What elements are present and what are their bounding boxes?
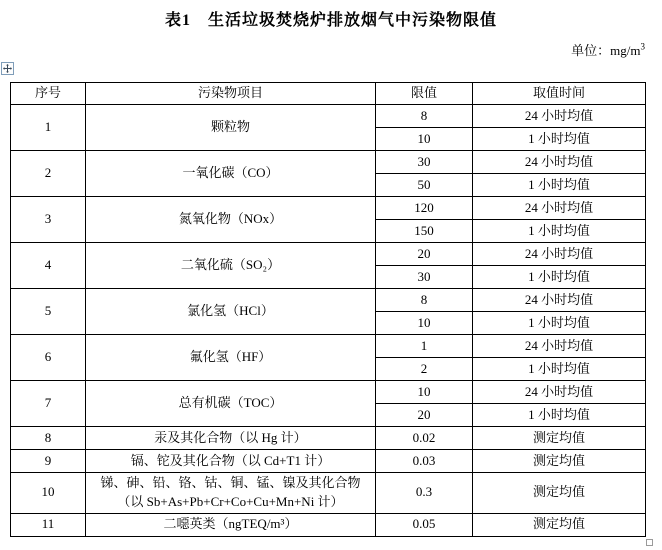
col-header-limit: 限值 (376, 83, 473, 105)
cell-time: 1 小时均值 (473, 312, 646, 335)
cell-pollutant: 镉、铊及其化合物（以 Cd+T1 计） (86, 450, 376, 473)
cell-time: 测定均值 (473, 450, 646, 473)
pollutant-limits-table (10, 82, 646, 537)
cell-limit: 8 (376, 289, 473, 312)
cell-no: 10 (11, 473, 86, 514)
cell-limit: 10 (376, 128, 473, 151)
cell-pollutant: 氯化氢（HCl） (86, 289, 376, 335)
cell-limit: 150 (376, 220, 473, 243)
col-header-time: 取值时间 (473, 83, 646, 105)
cell-limit: 30 (376, 151, 473, 174)
table-row (11, 427, 646, 450)
cell-limit: 120 (376, 197, 473, 220)
four-direction-arrows-icon (3, 64, 12, 73)
cell-time: 24 小时均值 (473, 335, 646, 358)
cell-time: 24 小时均值 (473, 243, 646, 266)
col-header-no: 序号 (11, 83, 86, 105)
cell-time: 1 小时均值 (473, 358, 646, 381)
table-row (11, 243, 646, 266)
unit-label (0, 40, 645, 59)
cell-pollutant: 颗粒物 (86, 105, 376, 151)
cell-time: 1 小时均值 (473, 266, 646, 289)
col-header-pollutant: 污染物项目 (86, 83, 376, 105)
cell-no: 9 (11, 450, 86, 473)
cell-no: 5 (11, 289, 86, 335)
cell-pollutant: 一氧化碳（CO） (86, 151, 376, 197)
cell-no: 4 (11, 243, 86, 289)
unit-label-text: 单位：mg/m (571, 43, 641, 58)
cell-time: 24 小时均值 (473, 197, 646, 220)
cell-limit: 1 (376, 335, 473, 358)
table-row (11, 473, 646, 514)
cell-limit: 0.03 (376, 450, 473, 473)
cell-time: 1 小时均值 (473, 220, 646, 243)
cell-no: 11 (11, 513, 86, 536)
cell-pollutant: 氟化氢（HF） (86, 335, 376, 381)
table-row (11, 450, 646, 473)
cell-no: 2 (11, 151, 86, 197)
cell-no: 7 (11, 381, 86, 427)
table-header-row (11, 83, 646, 105)
table-row (11, 513, 646, 536)
table-row (11, 105, 646, 128)
cell-time: 测定均值 (473, 427, 646, 450)
cell-pollutant: 总有机碳（TOC） (86, 381, 376, 427)
cell-limit: 10 (376, 381, 473, 404)
cell-limit: 50 (376, 174, 473, 197)
cell-limit: 30 (376, 266, 473, 289)
table-move-handle-icon[interactable] (1, 62, 14, 75)
cell-time: 24 小时均值 (473, 105, 646, 128)
cell-pollutant: 二噁英类（ngTEQ/m³） (86, 513, 376, 536)
cell-pollutant: 锑、砷、铅、铬、钴、铜、锰、镍及其化合物（以 Sb+As+Pb+Cr+Co+Cu+Mn+Ni 计） (86, 473, 376, 514)
table-row (11, 289, 646, 312)
cell-time: 24 小时均值 (473, 289, 646, 312)
cell-limit: 10 (376, 312, 473, 335)
cell-limit: 2 (376, 358, 473, 381)
cell-time: 24 小时均值 (473, 151, 646, 174)
cell-limit: 0.02 (376, 427, 473, 450)
page-title: 表1 生活垃圾焚烧炉排放烟气中污染物限值 (164, 12, 497, 29)
cell-no: 1 (11, 105, 86, 151)
table-resize-handle[interactable] (646, 539, 653, 546)
cell-time: 1 小时均值 (473, 404, 646, 427)
cell-no: 6 (11, 335, 86, 381)
cell-pollutant: 汞及其化合物（以 Hg 计） (86, 427, 376, 450)
cell-no: 3 (11, 197, 86, 243)
cell-time: 1 小时均值 (473, 128, 646, 151)
cell-time: 24 小时均值 (473, 381, 646, 404)
table-row (11, 335, 646, 358)
cell-limit: 20 (376, 404, 473, 427)
cell-no: 8 (11, 427, 86, 450)
cell-time: 测定均值 (473, 473, 646, 514)
cell-time: 1 小时均值 (473, 174, 646, 197)
cell-time: 测定均值 (473, 513, 646, 536)
unit-superscript: 3 (640, 41, 645, 52)
cell-limit: 8 (376, 105, 473, 128)
cell-pollutant: 二氧化硫（SO₂） (86, 243, 376, 289)
cell-limit: 0.3 (376, 473, 473, 514)
cell-limit: 20 (376, 243, 473, 266)
table-row (11, 381, 646, 404)
cell-limit: 0.05 (376, 513, 473, 536)
cell-pollutant: 氮氧化物（NOx） (86, 197, 376, 243)
table-row (11, 151, 646, 174)
table-row (11, 197, 646, 220)
